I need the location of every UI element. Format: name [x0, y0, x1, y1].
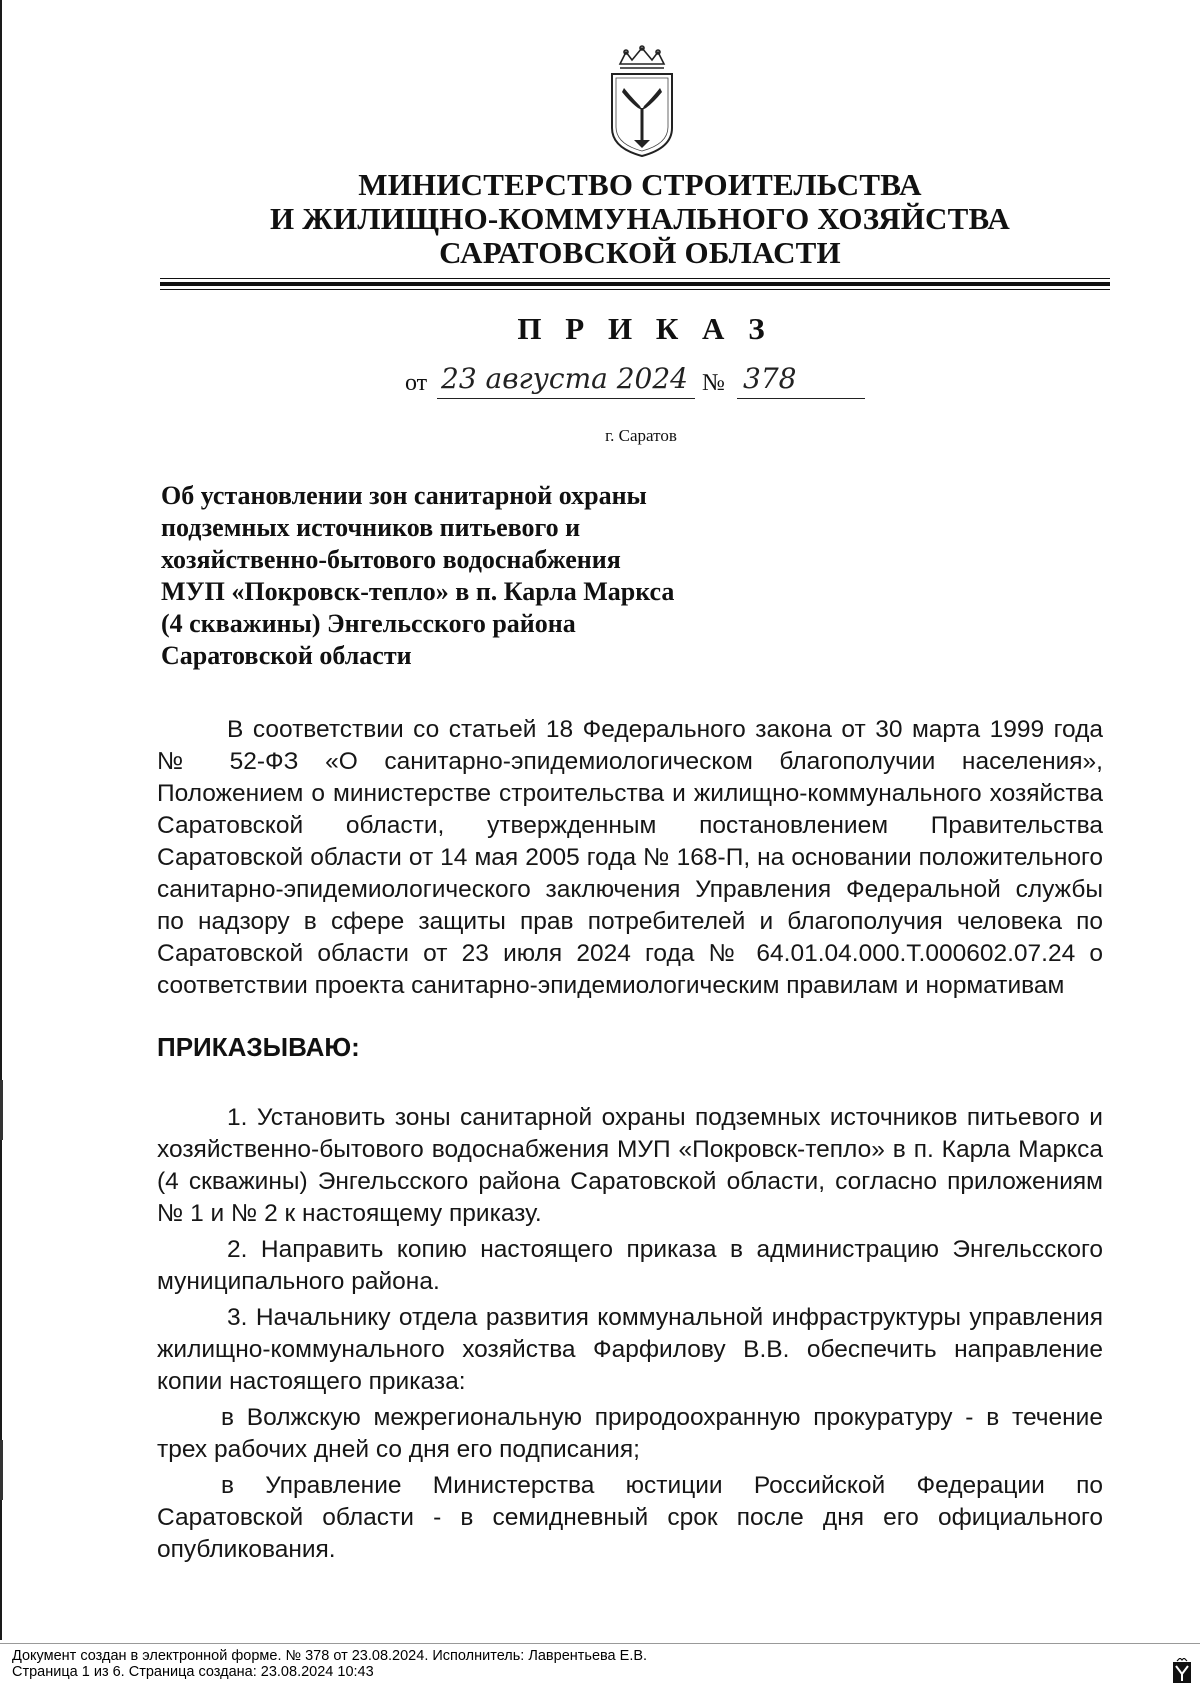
subject-line: МУП «Покровск-тепло» в п. Карла Маркса: [161, 577, 675, 606]
order-subject: [161, 480, 801, 672]
order-item: 2. Направить копию настоящего приказа в администрацию Энгельсского муниципального района.: [157, 1236, 1103, 1295]
document-footer: [12, 1648, 647, 1680]
preamble: [157, 714, 1103, 1002]
date-underline: [437, 398, 695, 399]
ministry-line: МИНИСТЕРСТВО СТРОИТЕЛЬСТВА: [358, 167, 922, 202]
order-date-line: [405, 362, 865, 402]
handwritten-date: 23 августа 2024: [441, 362, 688, 395]
order-subitem: в Управление Министерства юстиции Российской Федерации по Саратовской области - в семидневный срок после дня его официального опубликования.: [157, 1472, 1103, 1563]
ministry-line: САРАТОВСКОЙ ОБЛАСТИ: [439, 235, 841, 270]
subject-line: хозяйственно-бытового водоснабжения: [161, 545, 621, 574]
scan-mark: [0, 1080, 3, 1140]
decree-heading: ПРИКАЗЫВАЮ:: [157, 1032, 360, 1062]
subject-line: Саратовской области: [161, 641, 412, 670]
subject-line: Об установлении зон санитарной охраны: [161, 481, 647, 510]
header-rule-thick: [160, 282, 1110, 286]
date-prefix: от: [405, 370, 428, 396]
number-underline: [737, 398, 865, 399]
ministry-line: И ЖИЛИЩНО-КОММУНАЛЬНОГО ХОЗЯЙСТВА: [269, 201, 1011, 236]
coat-of-arms-emblem: [598, 44, 686, 160]
city-label: г. Саратов: [605, 426, 677, 445]
order-title: П Р И К А З: [517, 311, 773, 346]
footer-line: Документ создан в электронной форме. № 378 от 23.08.2024. Исполнитель: Лаврентьева Е.В.: [12, 1648, 648, 1664]
handwritten-number: 378: [743, 362, 797, 395]
order-subitem: в Волжскую межрегиональную природоохранную прокуратуру - в течение трех рабочих дней со дня его подписания;: [157, 1404, 1103, 1463]
order-item: 1. Установить зоны санитарной охраны подземных источников питьевого и хозяйственно-бытового водоснабжения МУП «Покровск-тепло» в п. Карла Маркса (4 скважины) Энгельсского района Саратовской области, согласно приложениям № 1 и № 2 к настоящему приказу.: [157, 1104, 1103, 1227]
order-item: 3. Начальнику отдела развития коммунальной инфраструктуры управления жилищно-коммунального хозяйства Фарфилову В.В. обеспечить направление копии настоящего приказа:: [157, 1304, 1103, 1395]
header-rule-top: [160, 278, 1110, 279]
number-prefix: №: [702, 370, 725, 396]
footer-line: Страница 1 из 6. Страница создана: 23.08.2024 10:43: [12, 1664, 374, 1680]
scan-mark: [0, 1440, 3, 1500]
subject-line: (4 скважины) Энгельсского района: [161, 609, 576, 638]
header-rule-bottom: [160, 289, 1110, 290]
subject-line: подземных источников питьевого и: [161, 513, 581, 542]
footer-divider: [0, 1643, 1200, 1644]
preamble-paragraph: В соответствии со статьей 18 Федерального закона от 30 марта 1999 года № 52-ФЗ «О санитарно-эпидемиологическом благополучии населения», Положением о министерстве строительства и жилищно-коммунального хозяйства Саратовской области, утвержденным постановлением Правительства Саратовской области от 14 мая 2005 года № 168-П, на основании положительного санитарно-эпидемиологического заключения Управления Федеральной службы по надзору в сфере защиты прав потребителей и благополучия человека по Саратовской области от 23 июля 2024 года № 64.01.04.000.Т.000602.07.24 о соответствии проекта санитарно-эпидемиологическим правилам и нормативам: [157, 716, 1103, 999]
ministry-name: [0, 168, 1200, 270]
footer-emblem-icon: [1172, 1658, 1192, 1684]
order-items: [157, 1102, 1103, 1570]
